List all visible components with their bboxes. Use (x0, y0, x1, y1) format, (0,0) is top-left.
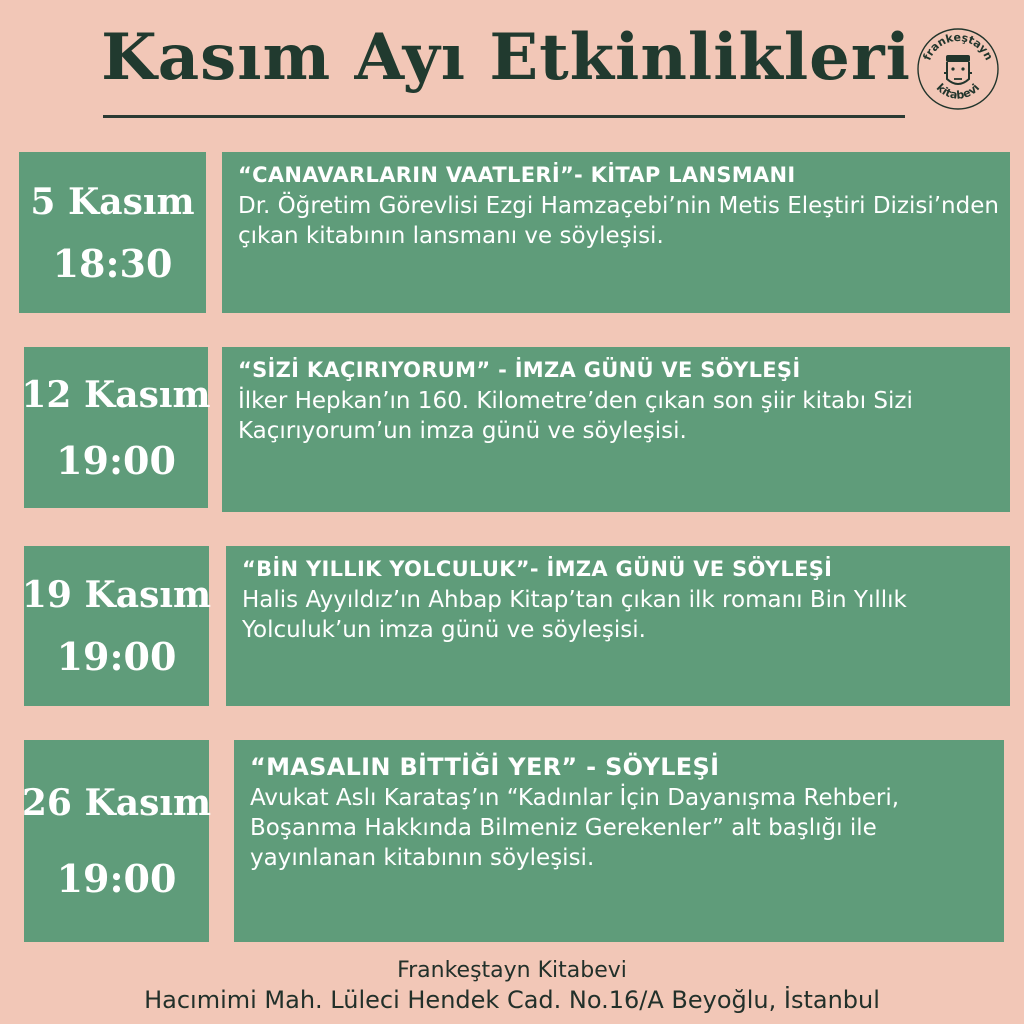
event-description: Halis Ayyıldız’ın Ahbap Kitap’tan çıkan ilk romanı Bin Yıllık Yolculuk’un imza günü ve söyleşisi. (242, 587, 907, 643)
event-description: Dr. Öğretim Görevlisi Ezgi Hamzaçebi’nin Metis Eleştiri Dizisi’nden çıkan kitabının lansmanı ve söyleşisi. (238, 193, 999, 249)
event-heading: “BİN YILLIK YOLCULUK”- İMZA GÜNÜ VE SÖYLEŞİ (242, 557, 833, 581)
footer-bookstore-name: Frankeştayn Kitabevi (397, 958, 627, 983)
event-date-box (21, 740, 212, 942)
event-day: 5 Kasım (30, 180, 195, 223)
frankenstein-face-icon (916, 27, 1000, 111)
event-time: 19:00 (56, 856, 177, 901)
logo-top-text: frankeştayn (920, 30, 996, 63)
event-heading: “SİZİ KAÇIRIYORUM” - İMZA GÜNÜ VE SÖYLEŞİ (238, 358, 801, 382)
event-heading: “MASALIN BİTTİĞİ YER” - SÖYLEŞİ (250, 753, 720, 781)
event-info-box (226, 546, 1010, 706)
event-description: İlker Hepkan’ın 160. Kilometre’den çıkan son şiir kitabı Sizi Kaçırıyorum’un imza günü ve söyleşisi. (238, 388, 913, 444)
footer-address: Hacımimi Mah. Lüleci Hendek Cad. No.16/A Beyoğlu, İstanbul (144, 986, 880, 1014)
event-day: 12 Kasım (21, 373, 211, 416)
event-date-box (19, 152, 206, 313)
event-time: 19:00 (56, 634, 177, 679)
event-day: 26 Kasım (21, 782, 212, 824)
event-date-box (21, 546, 212, 706)
event-info-box (222, 152, 1010, 313)
title-underline (103, 115, 905, 118)
event-info-box (234, 740, 1004, 942)
event-time: 18:30 (52, 240, 173, 286)
page-title: Kasım Ayı Etkinlikleri (101, 20, 911, 95)
event-info-box (222, 347, 1010, 512)
event-description: Avukat Aslı Karataş’ın “Kadınlar İçin Dayanışma Rehberi, Boşanma Hakkında Bilmeniz Gerekenler” alt başlığı ile yayınlanan kitabının söyleşisi. (250, 785, 900, 871)
event-day: 19 Kasım (21, 574, 212, 616)
event-heading: “CANAVARLARIN VAATLERİ”- KİTAP LANSMANI (238, 163, 796, 187)
event-date-box (21, 347, 211, 508)
event-time: 19:00 (56, 437, 176, 483)
bookstore-logo (916, 27, 1000, 111)
logo-bottom-text: kitabevi (933, 81, 983, 102)
